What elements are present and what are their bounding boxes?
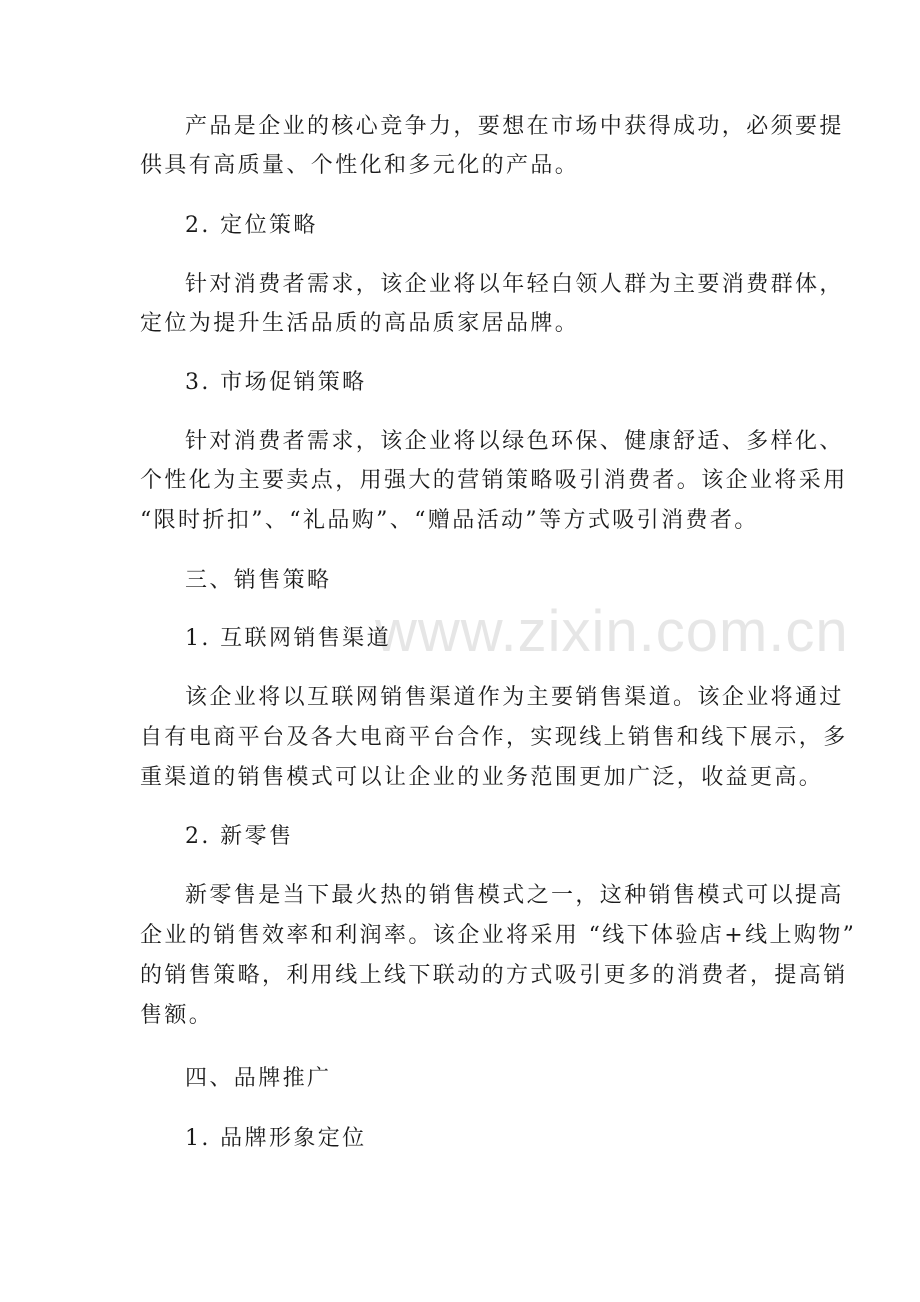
paragraph-internet-line-3: 重渠道的销售模式可以让企业的业务范围更加广泛，收益更高。	[140, 765, 824, 790]
paragraph-newretail-line-2: 企业的销售效率和利润率。该企业将采用 “线下体验店+线上购物”	[140, 923, 857, 948]
paragraph-newretail-line-4: 售额。	[140, 1003, 214, 1028]
paragraph-newretail-line-1: 新零售是当下最火热的销售模式之一，这种销售模式可以提高	[185, 883, 844, 908]
heading-promotion-strategy: 3. 市场促销策略	[185, 370, 367, 395]
watermark-text: www.zixin.com.cn	[375, 599, 849, 664]
heading-internet-channel: 1. 互联网销售渠道	[185, 626, 391, 651]
paragraph-promotion-line-2: 个性化为主要卖点，用强大的营销策略吸引消费者。该企业将采用	[140, 468, 848, 493]
heading-brand-promotion: 四、品牌推广	[185, 1066, 332, 1091]
paragraph-internet-line-2: 自有电商平台及各大电商平台合作，实现线上销售和线下展示，多	[140, 725, 848, 750]
paragraph-positioning-line-2: 定位为提升生活品质的高品质家居品牌。	[140, 311, 580, 336]
heading-sales-strategy: 三、销售策略	[185, 568, 332, 593]
paragraph-product-line-2: 供具有高质量、个性化和多元化的产品。	[140, 153, 580, 178]
paragraph-promotion-line-3: “限时折扣”、“礼品购”、“赠品活动”等方式吸引消费者。	[140, 508, 759, 533]
paragraph-positioning-line-1: 针对消费者需求，该企业将以年轻白领人群为主要消费群体，	[185, 272, 844, 297]
heading-brand-image: 1. 品牌形象定位	[185, 1126, 367, 1151]
paragraph-newretail-line-3: 的销售策略，利用线上线下联动的方式吸引更多的消费者，提高销	[140, 963, 848, 988]
paragraph-internet-line-1: 该企业将以互联网销售渠道作为主要销售渠道。该企业将通过	[185, 685, 844, 710]
heading-new-retail: 2. 新零售	[185, 824, 294, 849]
heading-positioning-strategy: 2. 定位策略	[185, 213, 318, 238]
paragraph-promotion-line-1: 针对消费者需求，该企业将以绿色环保、健康舒适、多样化、	[185, 429, 844, 454]
paragraph-product-line-1: 产品是企业的核心竞争力，要想在市场中获得成功，必须要提	[185, 114, 844, 139]
